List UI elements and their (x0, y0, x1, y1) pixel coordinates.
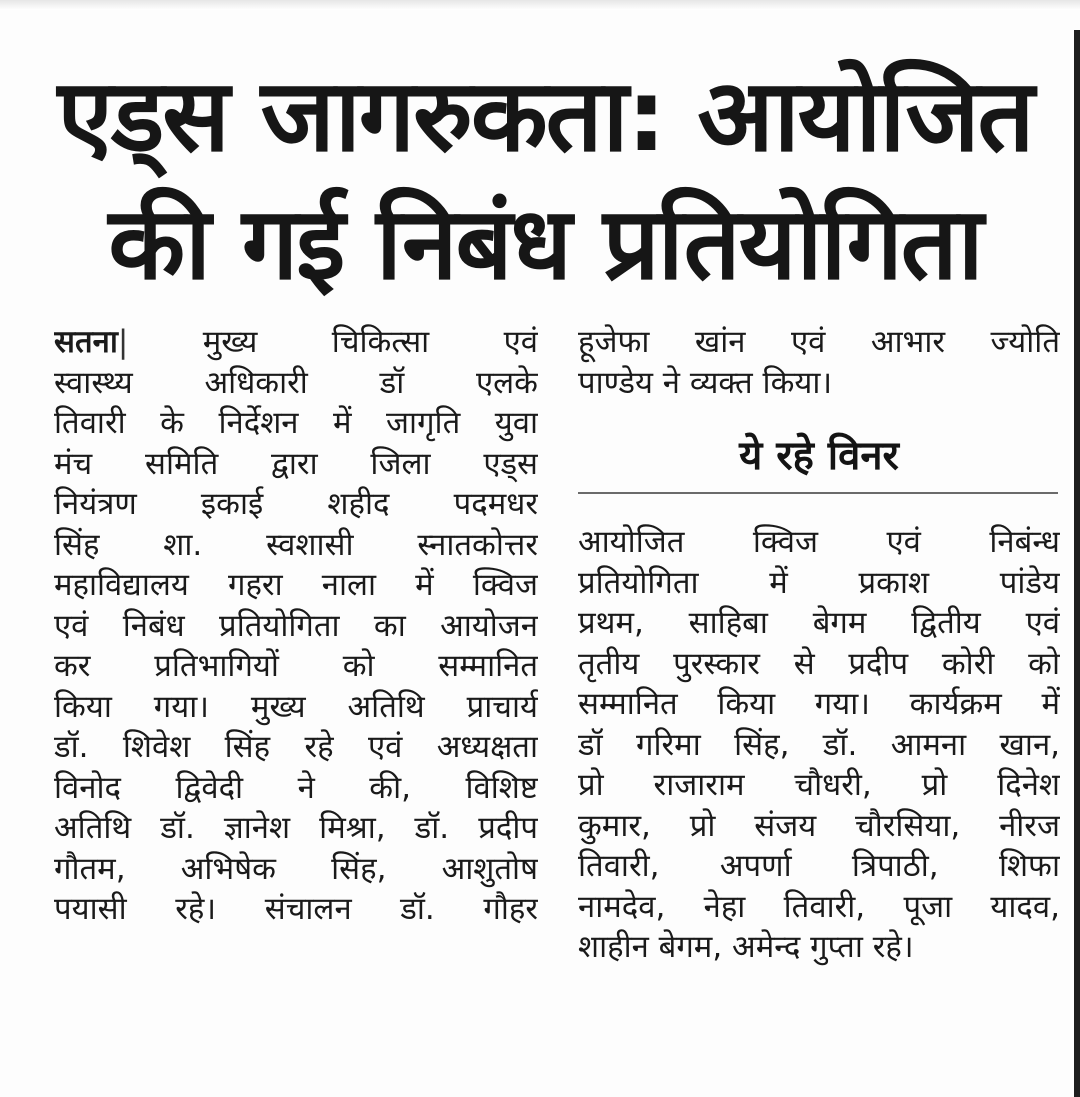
paragraph-line: गौतम, अभिषेक सिंह, आशुतोष (54, 850, 538, 887)
page-right-edge (1074, 30, 1080, 1097)
paragraph-line: स्वास्थ्य अधिकारी डॉ एलके (54, 364, 538, 401)
paragraph-line: प्रतियोगिता में प्रकाश पांडेय (578, 564, 1060, 601)
paragraph-line: तिवारी के निर्देशन में जागृति युवा (54, 405, 538, 441)
paragraph-line: मंच समिति द्वारा जिला एड्स (54, 445, 538, 482)
section-divider (578, 492, 1058, 494)
headline-line-1: एड्स जागरुकता: आयोजित (57, 57, 1033, 174)
paragraph-line: आयोजित क्विज एवं निबंन्ध (578, 524, 1060, 560)
paragraph-line: सिंह शा. स्वशासी स्नातकोत्तर (54, 526, 538, 563)
page-top-edge (0, 0, 1080, 10)
paragraph-line: तिवारी, अपर्णा त्रिपाठी, शिफा (578, 848, 1060, 884)
article-right-column-body (578, 522, 1060, 968)
article-right-column-top (578, 322, 1060, 403)
dateline: सतना (54, 324, 118, 360)
paragraph-line: अतिथि डॉ. ज्ञानेश मिश्रा, डॉ. प्रदीप (54, 810, 538, 846)
paragraph-line: शाहीन बेगम, अमेन्द गुप्ता रहे। (578, 929, 914, 965)
paragraph-line: हूजेफा खांन एवं आभार ज्योति (578, 324, 1060, 360)
paragraph-line: कर प्रतिभागियों को सम्मानित (54, 648, 538, 684)
dateline-separator: | (117, 324, 203, 360)
paragraph-line: डॉ. शिवेश सिंह रहे एवं अध्यक्षता (54, 729, 538, 765)
paragraph-line: महाविद्यालय गहरा नाला में क्विज (54, 567, 538, 603)
paragraph-line: डॉ गरिमा सिंह, डॉ. आमना खान, (578, 726, 1060, 763)
article-left-column (54, 322, 538, 930)
paragraph-line: किया गया। मुख्य अतिथि प्राचार्य (54, 688, 538, 725)
headline-line-2: की गई निबंध प्रतियोगिता (108, 185, 982, 302)
paragraph-line-text: मुख्य चिकित्सा एवं (202, 324, 538, 360)
paragraph-line: एवं निबंध प्रतियोगिता का आयोजन (54, 607, 538, 644)
paragraph-line: पयासी रहे। संचालन डॉ. गौहर (54, 891, 538, 927)
paragraph-line (54, 322, 538, 363)
paragraph-line: पाण्डेय ने व्यक्त किया। (578, 364, 833, 401)
headline (40, 52, 1050, 308)
paragraph-line: विनोद द्विवेदी ने की, विशिष्ट (54, 769, 538, 806)
paragraph-line: नियंत्रण इकाई शहीद पदमधर (54, 486, 538, 522)
paragraph-line: तृतीय पुरस्कार से प्रदीप कोरी को (578, 645, 1060, 682)
paragraph-line: नामदेव, नेहा तिवारी, पूजा यादव, (578, 888, 1060, 925)
winners-subheading: ये रहे विनर (739, 433, 899, 479)
paragraph-line: सम्मानित किया गया। कार्यक्रम में (578, 686, 1060, 722)
paragraph-line: कुमार, प्रो संजय चौरसिया, नीरज (578, 807, 1060, 844)
paragraph-line: प्रथम, साहिबा बेगम द्वितीय एवं (578, 605, 1060, 641)
paragraph-line: प्रो राजाराम चौधरी, प्रो दिनेश (578, 767, 1060, 803)
